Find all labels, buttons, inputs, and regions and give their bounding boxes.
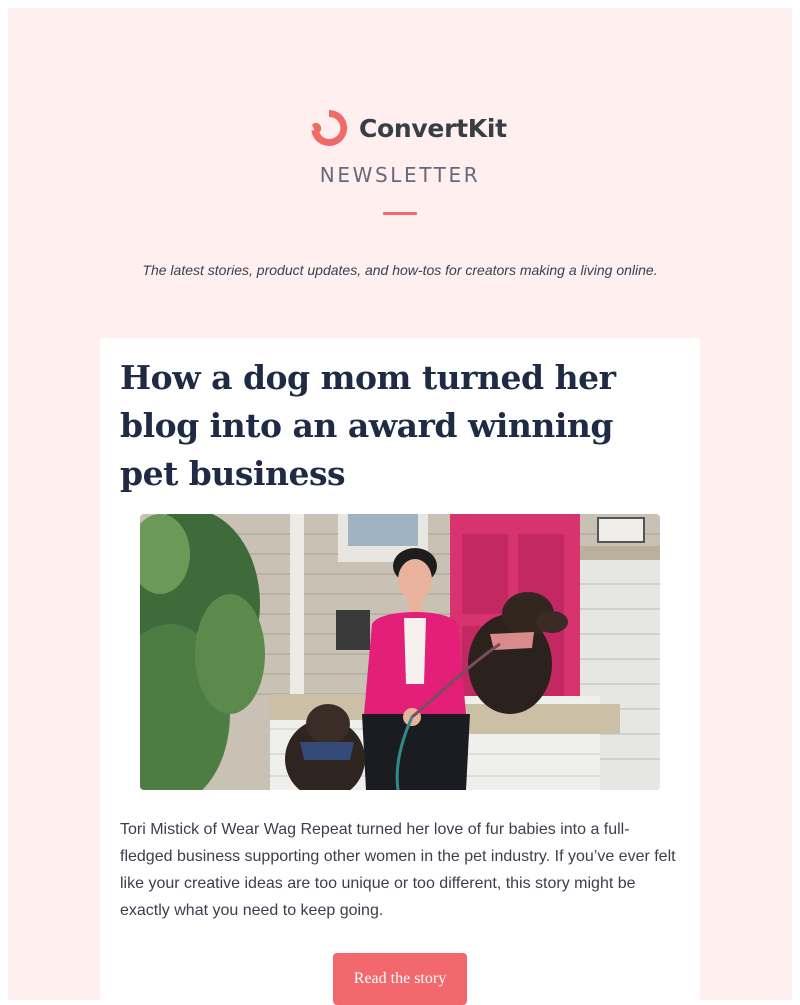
article-title[interactable]: How a dog mom turned her blog into an award winning pet business: [120, 358, 616, 493]
accent-divider: [383, 212, 417, 215]
woman-with-dogs-photo[interactable]: [140, 514, 660, 790]
brand-logo[interactable]: [309, 108, 507, 148]
logo-text: ConvertKit: [359, 113, 507, 143]
read-story-button[interactable]: Read the story: [333, 953, 467, 1005]
newsletter-label: NEWSLETTER: [319, 163, 481, 187]
article-card: [100, 338, 700, 1000]
convertkit-logo-icon: [309, 108, 349, 148]
tagline: The latest stories, product updates, and how-tos for creators making a living online.: [142, 262, 658, 278]
article-body: Tori Mistick of Wear Wag Repeat turned her love of fur babies into a full-fledged business supporting other women in the pet industry. If you’ve ever felt like your creative ideas are too unique or too different, this story might be exactly what you need to keep going.: [120, 821, 676, 919]
